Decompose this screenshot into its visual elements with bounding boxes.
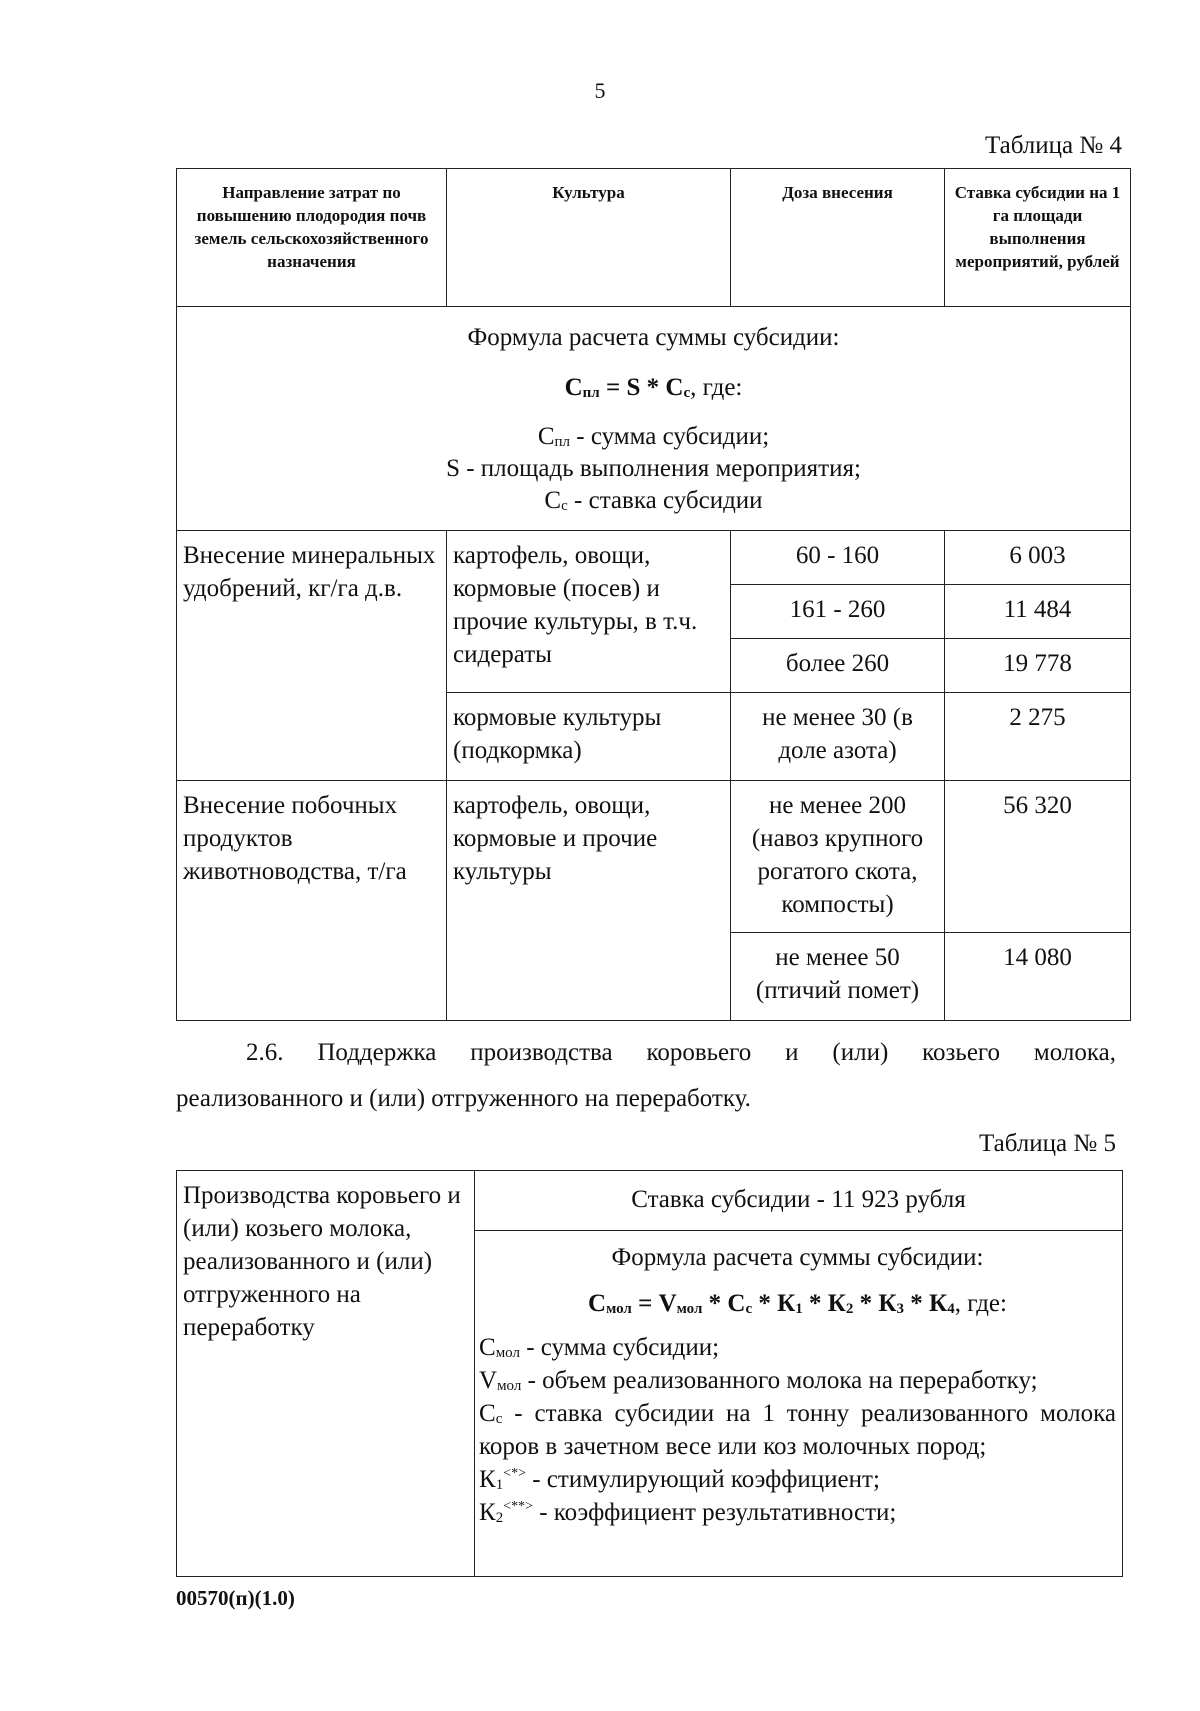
table-row — [177, 1171, 1123, 1231]
table5 — [176, 1170, 1123, 1577]
formula-legend-k1: $К_1^{<*>}$ - стимулирующий коэффициент; — [479, 1466, 880, 1493]
table-row — [177, 781, 1131, 933]
table4-header-dose: Доза внесения — [731, 169, 945, 307]
formula-legend-k2: $К_2^{<**>}$ - коэффициент результативности; — [479, 1499, 897, 1526]
crop-potatoes-forage-other: картофель, овощи, кормовые и прочие культуры — [447, 781, 731, 1021]
dose-cell: не менее 200 (навоз крупного рогатого скота, компосты) — [731, 781, 945, 933]
formula-legend-rate: $С_с$ - ставка субсидии — [544, 487, 763, 514]
formula-title: Формула расчета суммы субсидии: — [611, 1244, 984, 1271]
dose-cell: 60 - 160 — [731, 531, 945, 585]
crop-potatoes-vegetables: картофель, овощи, кормовые (посев) и прочие культуры, в т.ч. сидераты — [447, 531, 731, 693]
formula-legend-rate: $С_с$ - ставка субсидии на 1 тонну реализованного молока коров в зачетном весе или коз молочных пород; — [479, 1400, 1116, 1460]
direction-livestock-byproducts: Внесение побочных продуктов животноводства, т/га — [177, 781, 447, 1021]
table4 — [176, 168, 1131, 1021]
table5-rate-cell: Ставка субсидии - 11 923 рубля — [475, 1171, 1123, 1231]
crop-forage-topdressing: кормовые культуры (подкормка) — [447, 693, 731, 781]
dose-cell: более 260 — [731, 639, 945, 693]
table4-header-crop: Культура — [447, 169, 731, 307]
direction-mineral-fertilizers: Внесение минеральных удобрений, кг/га д.в. — [177, 531, 447, 781]
dose-cell: не менее 30 (в доле азота) — [731, 693, 945, 781]
dose-cell: 161 - 260 — [731, 585, 945, 639]
section-line-2: реализованного и (или) отгруженного на переработку. — [176, 1085, 751, 1112]
table4-header-row — [177, 169, 1131, 307]
page-number: 5 — [594, 78, 606, 103]
formula-legend-sum: $С_{пл}$ - сумма субсидии; — [537, 423, 770, 450]
table5-subject-cell: Производства коровьего и (или) козьего молока, реализованного и (или) отгруженного на переработку — [177, 1171, 475, 1577]
rate-cell: 56 320 — [945, 781, 1131, 933]
section-line-1: 2.6. Поддержка производства коровьего и (или) козьего молока, — [246, 1039, 1116, 1066]
section-2-6-paragraph — [176, 1030, 1116, 1122]
rate-cell: 19 778 — [945, 639, 1131, 693]
formula-legend-volume: $V_{мол}$ - объем реализованного молока на переработку; — [479, 1367, 1038, 1394]
formula-title: Формула расчета суммы субсидии: — [467, 324, 840, 351]
formula-legend-sum: $С_{мол}$ - сумма субсидии; — [479, 1334, 720, 1361]
table5-formula-cell — [475, 1231, 1123, 1577]
table5-caption: Таблица № 5 — [978, 1130, 1116, 1157]
dose-cell: не менее 50 (птичий помет) — [731, 933, 945, 1021]
rate-cell: 11 484 — [945, 585, 1131, 639]
formula-legend-area: S - площадь выполнения мероприятия; — [446, 455, 861, 482]
table4-header-rate: Ставка субсидии на 1 га площади выполнения мероприятий, рублей — [945, 169, 1131, 307]
document-code: 00570(п)(1.0) — [176, 1586, 295, 1610]
table-row — [177, 531, 1131, 585]
rate-cell: 6 003 — [945, 531, 1131, 585]
table4-formula-cell — [177, 307, 1131, 531]
table4-header-direction: Направление затрат по повышению плодородия почв земель сельскохозяйственного назначения — [177, 169, 447, 307]
table4-formula-row — [177, 307, 1131, 531]
rate-cell: 2 275 — [945, 693, 1131, 781]
formula-expression: $С_{пл} = S * С_с$, где: — [564, 374, 743, 401]
formula-expression: $С_{мол} = V_{мол} * С_с * К_1 * К_2 * К_3 * К_4$, где: — [588, 1290, 1007, 1317]
table4-caption: Таблица № 4 — [984, 132, 1122, 159]
rate-cell: 14 080 — [945, 933, 1131, 1021]
